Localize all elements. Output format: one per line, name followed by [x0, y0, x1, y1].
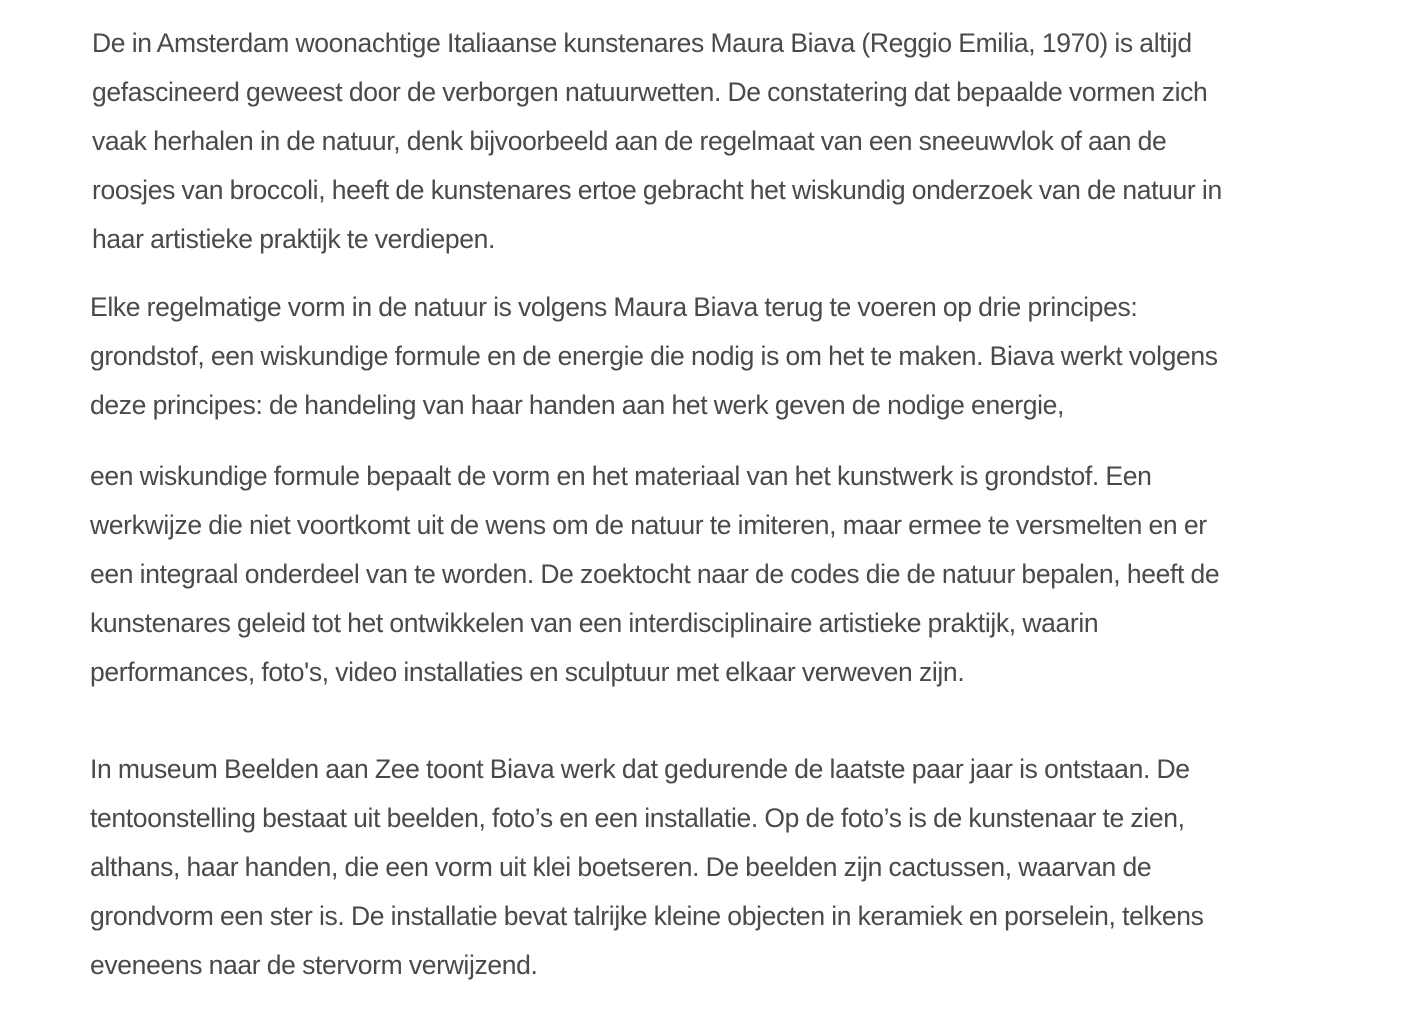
- text-line: De in Amsterdam woonachtige Italiaanse kunstenares Maura Biava (Reggio Emilia, 1970) is altijd: [92, 28, 1192, 58]
- text-line: vaak herhalen in de natuur, denk bijvoorbeeld aan de regelmaat van een sneeuwvlok of aan de: [92, 126, 1167, 156]
- text-line: In museum Beelden aan Zee toont Biava werk dat gedurende de laatste paar jaar is ontstaan. De: [90, 754, 1190, 784]
- text-line: eveneens naar de stervorm verwijzend.: [90, 950, 538, 980]
- text-line: althans, haar handen, die een vorm uit klei boetseren. De beelden zijn cactussen, waarvan de: [90, 852, 1152, 882]
- paragraph-principles: [90, 283, 1218, 430]
- paragraph-intro: [92, 19, 1222, 264]
- text-line: Elke regelmatige vorm in de natuur is volgens Maura Biava terug te voeren op drie principes:: [90, 292, 1138, 322]
- text-line: deze principes: de handeling van haar handen aan het werk geven de nodige energie,: [90, 390, 1065, 420]
- paragraph-exhibition: [90, 745, 1204, 990]
- text-line: een integraal onderdeel van te worden. De zoektocht naar de codes die de natuur bepalen, heeft de: [90, 559, 1220, 589]
- text-line: grondstof, een wiskundige formule en de energie die nodig is om het te maken. Biava werkt volgens: [90, 341, 1218, 371]
- text-line: een wiskundige formule bepaalt de vorm en het materiaal van het kunstwerk is grondstof. Een: [90, 461, 1152, 491]
- paragraph-method: [90, 452, 1219, 697]
- text-line: tentoonstelling bestaat uit beelden, foto’s en een installatie. Op de foto’s is de kunstenaar te zien,: [90, 803, 1185, 833]
- text-line: kunstenares geleid tot het ontwikkelen van een interdisciplinaire artistieke praktijk, waarin: [90, 608, 1099, 638]
- text-line: performances, foto's, video installaties en sculptuur met elkaar verweven zijn.: [90, 657, 965, 687]
- text-line: haar artistieke praktijk te verdiepen.: [92, 224, 496, 254]
- text-line: grondvorm een ster is. De installatie bevat talrijke kleine objecten in keramiek en porselein, telkens: [90, 901, 1204, 931]
- text-line: gefascineerd geweest door de verborgen natuurwetten. De constatering dat bepaalde vormen zich: [92, 77, 1208, 107]
- text-line: werkwijze die niet voortkomt uit de wens om de natuur te imiteren, maar ermee te versmelten en er: [90, 510, 1207, 540]
- text-line: roosjes van broccoli, heeft de kunstenares ertoe gebracht het wiskundig onderzoek van de natuur in: [92, 175, 1222, 205]
